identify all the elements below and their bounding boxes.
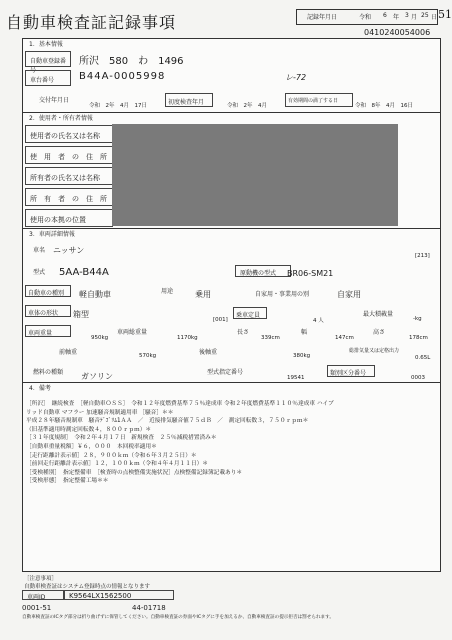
rear-axle-weight: 380kg [293, 353, 311, 359]
issue-date: 令和 2年 4月 17日 [89, 103, 147, 109]
remarks-section-label: 4．備考 [29, 385, 51, 392]
fuel-label: 燃料の種類 [33, 369, 64, 376]
vehicle-use: 乗用 [195, 290, 211, 299]
maker: ニッサン [53, 246, 85, 255]
weight-label-cell: 車両重量 [25, 325, 71, 337]
rear-axle-label: 後軸重 [199, 349, 218, 356]
basic-section-label: 1．基本情報 [29, 41, 63, 48]
engine-model: BR06-SM21 [287, 269, 334, 278]
record-date-day: 25 [421, 12, 429, 19]
redacted-owner-info [112, 124, 398, 226]
gross-weight: 1170kg [177, 335, 198, 341]
model-cert-number: 19541 [287, 375, 305, 381]
caution-text: 自動車検査証のICタグ部分は折り曲げずに保管してください。自動車検査証の券面やICタグに手を加えるか、自動車検査証の提示拒否は罰せられます。 [22, 615, 334, 620]
displacement-label: 総排気量又は定格出力 [349, 348, 400, 354]
remarks-text: ［所沢］ 継続検査 ［軽自動車ＯＳＳ］ 令和１２年度燃費基準７５％達成車 令和２年度燃費基準１１０％達成車 ハイブ リッド自動車 マフラー 加速騒音規制適用車 ［騒音］＊＊ 平成２８年騒音規制車 騒音ﾃﾞｺﾞﾘﾑ1ＡＡ ／ 近接排気騒音値７５ｄＢ ／ 測定回転数３，７５０ｒｐｍ＊ （旧基準適用時測定回転数４，８００ｒｐｍ）＊ ［３１年度規制］ 令和２年４月１７日 新規検査 ２５％減税措置済み＊ ［自動車重量税額］￥６，０００ 本回税率適用＊ ［走行距離計表示値］２８，９００ｋｍ（令和６年３月２５日）＊ ［前回走行距離計表示値］１２，１００ｋｍ（令和４年４月１１日）＊ ［受検種別］ 指定整備車 ［検査時の点検整備実施状況］点検整備記録簿記載あり＊ ［受検形態］ 指定整備工場＊＊ [26, 401, 334, 485]
vehicle-length: 339cm [261, 335, 280, 341]
corner-mark: 51 [438, 8, 452, 21]
document-number: 0410240054006 [364, 28, 431, 37]
front-axle-label: 前軸重 [59, 349, 78, 356]
capacity-label-cell: 乗車定員 [233, 307, 267, 319]
owner-row-owner-address: 所 有 者 の 住 所 [25, 188, 113, 206]
record-date-era: 令和 [359, 14, 372, 21]
vehicle-detail-section [22, 228, 441, 384]
bottom-code-mid: 44-01718 [132, 604, 166, 612]
expiry-label-cell: 有効期間の満了する日 [285, 93, 353, 107]
engine-label-cell: 原動機の型式 [235, 265, 291, 277]
length-label: 長さ [237, 329, 250, 336]
kind-label-cell: 自動車の種別 [25, 285, 71, 297]
capacity: 4 人 [313, 318, 324, 324]
maxload-label: 最大積載量 [363, 311, 394, 318]
owner-row-owner-name: 所有者の氏名又は名称 [25, 167, 113, 185]
first-reg-label-cell: 初度検査年月 [165, 93, 213, 107]
bottom-code-left: 0001-51 [22, 604, 52, 612]
record-date-year: 6 [383, 12, 387, 19]
notice-label: ［注意事項］ [24, 576, 58, 582]
maker-label: 車名 [33, 247, 46, 254]
chassis-number: B44A-0005998 [79, 71, 166, 82]
model-label: 型式 [33, 269, 46, 276]
gross-weight-label: 車両総重量 [117, 329, 148, 336]
expiry-date: 令和 8年 4月 16日 [355, 103, 413, 109]
owner-section-label: 2．使用者・所有者情報 [29, 115, 93, 122]
body-shape: 箱型 [73, 310, 89, 319]
purpose-label: 自家用・事業用の別 [255, 291, 310, 298]
vehicle-section-label: 3．車両詳細情報 [29, 231, 75, 238]
record-date-label: 記録年月日 [307, 14, 338, 21]
model-cert-label: 型式指定番号 [207, 369, 244, 376]
vehicle-height: 178cm [409, 335, 428, 341]
maker-code: [213] [415, 253, 430, 259]
vehicle-kind: 軽自動車 [79, 290, 111, 299]
record-date-month: 3 [405, 12, 409, 19]
max-load: -kg [413, 316, 422, 322]
record-date-box: 記録年月日 令和 6 年 3 月 25 日 [296, 9, 438, 25]
vehicle-weight: 950kg [91, 335, 109, 341]
purpose: 自家用 [337, 290, 361, 299]
use-label: 用途 [161, 288, 174, 295]
fuel-type: ガソリン [81, 372, 113, 381]
front-axle-weight: 570kg [139, 353, 157, 359]
shape-label-cell: 車体の形状 [25, 305, 71, 317]
car-id-cell: K9564LX1562500 [64, 590, 174, 600]
category-label-cell: 類別区分番号 [327, 365, 375, 377]
car-id-label-cell: 車両ID [22, 590, 64, 600]
category-number: 0003 [411, 375, 425, 381]
issue-date-label: 交付年月日 [39, 97, 70, 104]
first-registration: 令和 2年 4月 [227, 103, 267, 109]
chassis-label-cell: 車台番号 [25, 70, 71, 86]
handwritten-note: レ-72 [285, 73, 307, 82]
registration-number: 所沢 580 わ 1496 [79, 56, 184, 67]
notice-text: 自動車検査証はシステム登録時点の情報となります [24, 584, 150, 590]
model: 5AA-B44A [59, 267, 109, 278]
displacement: 0.65L [415, 355, 431, 361]
vehicle-width: 147cm [335, 335, 354, 341]
owner-row-user-name: 使用者の氏名又は名称 [25, 125, 113, 143]
document-title: 自動車検査証記録事項 [6, 13, 177, 32]
owner-row-user-address: 使 用 者 の 住 所 [25, 146, 113, 164]
owner-row-base-location: 使用の本拠の位置 [25, 209, 113, 227]
width-label: 幅 [301, 329, 308, 336]
height-label: 高さ [373, 329, 386, 336]
basic-info-section [22, 38, 441, 114]
shape-code: [001] [213, 317, 228, 323]
reg-no-label-cell: 自動車登録番号 [25, 51, 71, 67]
